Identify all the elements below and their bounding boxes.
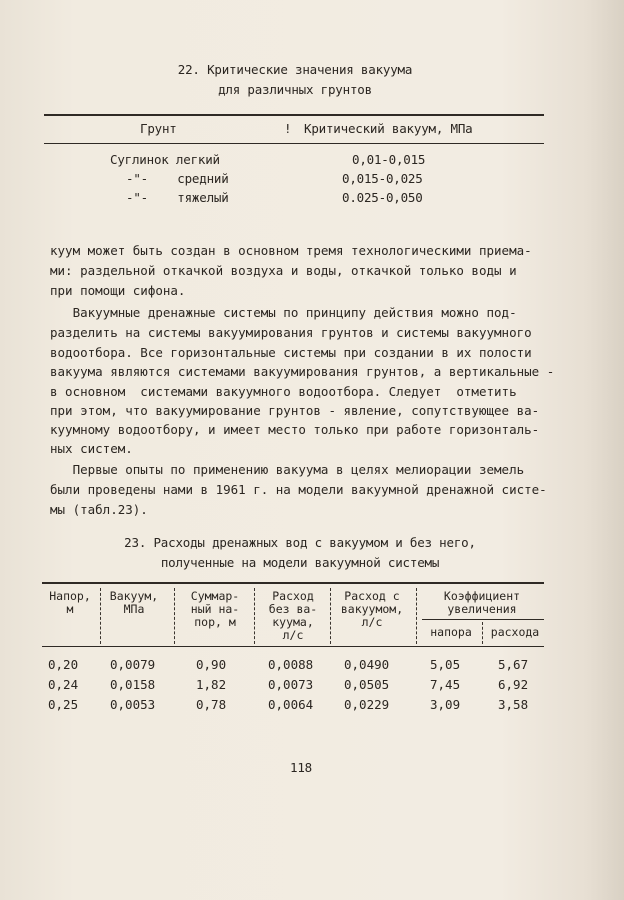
table23-row2-flow-without: 0,0073 — [268, 677, 314, 692]
paragraph1-line3: при помощи сифона. — [50, 283, 186, 298]
table23-row1-coef-flow: 5,67 — [498, 657, 529, 672]
table22-col2-header: Критический вакуум, МПа — [304, 121, 473, 136]
table23-col-separator — [254, 588, 255, 644]
table23-row2-coef-head: 7,45 — [430, 677, 461, 692]
table23-coefficient-subrule — [422, 619, 544, 620]
table23-row3-coef-flow: 3,58 — [498, 697, 529, 712]
table23-title-line2: полученные на модели вакуумной системы — [160, 555, 440, 570]
table23-row3-flow-with: 0,0229 — [344, 697, 390, 712]
paragraph2-line4: вакуума являются системами вакуумирования грунтов, а вертикальные - — [50, 364, 555, 379]
paragraph3-line2: были проведены нами в 1961 г. на модели вакуумной дренажной систе- — [50, 482, 547, 497]
table23-title-line1: 23. Расходы дренажных вод с вакуумом и без него, — [124, 535, 476, 550]
table23-header-total-head: Суммар- ный на- пор, м — [190, 589, 240, 629]
table23-row3-head: 0,25 — [48, 697, 79, 712]
table23-header-vacuum: Вакуум, МПа — [109, 589, 159, 616]
table23-header-head: Напор, м — [49, 589, 91, 616]
paragraph2-line7: куумному водоотбору, и имеет место только при работе горизонталь- — [50, 422, 540, 437]
table22-title-line2: для различных грунтов — [218, 82, 372, 97]
table23-row2-total-head: 1,82 — [196, 677, 227, 692]
table23-header-flow-with-vacuum: Расход с вакуумом, л/с — [340, 589, 404, 629]
paragraph2-line8: ных систем. — [50, 441, 133, 456]
table23-header-rule — [42, 646, 544, 647]
paragraph2-line1: Вакуумные дренажные системы по принципу действия можно под- — [50, 305, 517, 320]
table23-row2-head: 0,24 — [48, 677, 79, 692]
paragraph3-line1: Первые опыты по применению вакуума в целях мелиорации земель — [50, 462, 525, 477]
table22-header-rule — [44, 143, 544, 144]
paragraph2-line3: водоотбора. Все горизонтальные системы при создании в их полости — [50, 345, 532, 360]
table23-top-rule — [42, 582, 544, 584]
paragraph3-line3: мы (табл.23). — [50, 502, 148, 517]
table23-header-coefficient: Коэффициент увеличения — [443, 589, 521, 616]
table23-row2-flow-with: 0,0505 — [344, 677, 390, 692]
table22-row1-soil: Суглинок легкий — [110, 152, 220, 167]
table23-col-separator — [174, 588, 175, 644]
table23-row1-flow-without: 0,0088 — [268, 657, 314, 672]
table22-row3-value: 0.025-0,050 — [342, 190, 423, 205]
table22-col1-header: Грунт — [140, 121, 177, 136]
table23-row1-vacuum: 0,0079 — [110, 657, 156, 672]
table22-row3-soil: -"- тяжелый — [126, 190, 229, 205]
table23-header-coef-head: напора — [430, 625, 472, 639]
table23-row3-vacuum: 0,0053 — [110, 697, 156, 712]
table22-row2-value: 0,015-0,025 — [342, 171, 423, 186]
table23-row1-flow-with: 0,0490 — [344, 657, 390, 672]
table23-col-separator — [330, 588, 331, 644]
table22-row2-soil: -"- средний — [126, 171, 229, 186]
table23-row3-total-head: 0,78 — [196, 697, 227, 712]
table22-title-line1: 22. Критические значения вакуума — [177, 62, 413, 77]
paragraph2-line5: в основном системами вакуумного водоотбора. Следует отметить — [50, 384, 517, 399]
table22-top-rule — [44, 114, 544, 116]
paragraph1-line2: ми: раздельной откачкой воздуха и воды, откачкой только воды и — [50, 263, 517, 278]
table23-header-coef-flow: расхода — [490, 625, 540, 639]
paragraph1-line1: куум может быть создан в основном тремя технологическими приема- — [50, 243, 532, 258]
table23-row3-coef-head: 3,09 — [430, 697, 461, 712]
table22-row1-value: 0,01-0,015 — [352, 152, 426, 167]
table23-row1-total-head: 0,90 — [196, 657, 227, 672]
table23-row2-coef-flow: 6,92 — [498, 677, 529, 692]
table23-row1-head: 0,20 — [48, 657, 79, 672]
table23-row2-vacuum: 0,0158 — [110, 677, 156, 692]
paragraph2-line2: разделить на системы вакуумирования грунтов и системы вакуумного — [50, 325, 532, 340]
table23-col-separator — [416, 588, 417, 644]
table23-col-separator — [100, 588, 101, 644]
page-number: 118 — [290, 760, 312, 775]
table23-header-flow-without-vacuum: Расход без ва- куума, л/с — [268, 589, 318, 642]
table23-col-separator — [482, 622, 483, 644]
table23-row1-coef-head: 5,05 — [430, 657, 461, 672]
table23-row3-flow-without: 0,0064 — [268, 697, 314, 712]
paragraph2-line6: при этом, что вакуумирование грунтов - явление, сопутствующее ва- — [50, 403, 540, 418]
table22-col-separator: ! — [284, 121, 292, 136]
